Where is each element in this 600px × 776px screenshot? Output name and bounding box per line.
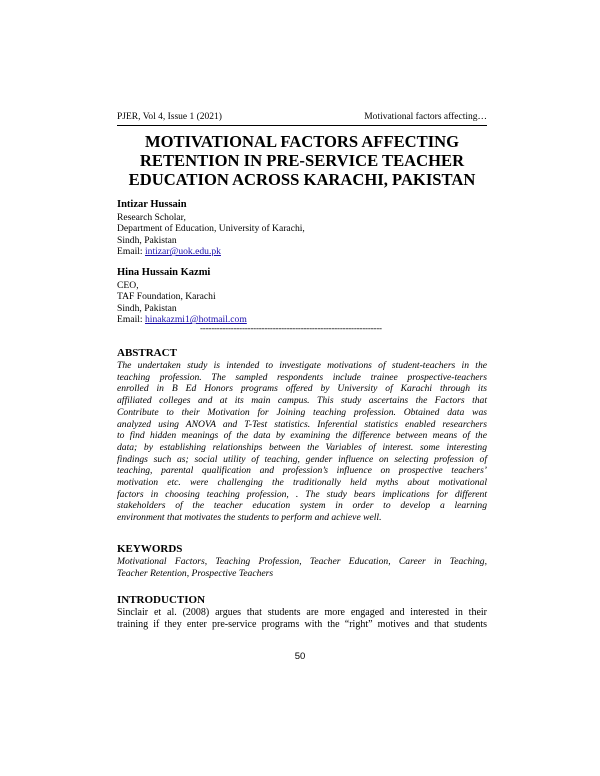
introduction-line: Sinclair et al. (2008) argues that students are more engaged and interested in their (117, 607, 487, 618)
abstract-line: environment that motivates the students to perform and achieve well. (117, 512, 382, 524)
introduction-text (117, 607, 487, 631)
abstract-line: teaching profession. The sampled respondents include trainee prospective-teachers (117, 371, 487, 383)
keywords-section (117, 543, 487, 579)
abstract-line: teaching, parental qualification and profession’s influence on prospective teachers’ (117, 465, 487, 477)
author-affiliation-line: Department of Education, University of Karachi, (117, 223, 305, 235)
journal-citation: PJER, Vol 4, Issue 1 (2021) (117, 112, 222, 122)
abstract-line: motivation etc. were challenging the traditionally held myths about motivational (117, 477, 487, 489)
introduction-heading: INTRODUCTION (117, 594, 206, 606)
abstract-line: to find hidden meanings of the data by examining the difference between means of the (117, 430, 487, 442)
abstract-line: The undertaken study is intended to investigate motivations of student-teachers in the (117, 360, 487, 371)
abstract-line: analyzed using ANOVA and T-Test statistics. Inferential statistics enabled researchers (117, 418, 487, 430)
introduction-line: training if they enter pre-service programs with the “right” motives and that students (117, 619, 487, 631)
keywords-line: Motivational Factors, Teaching Profession, Teacher Education, Career in Teaching, (117, 556, 487, 567)
author-affiliation-line: TAF Foundation, Karachi (117, 291, 216, 303)
author-affiliation-line: Sindh, Pakistan (117, 302, 177, 314)
author-block-2 (117, 266, 487, 326)
separator-dashes: ----------------------------------------------------------------- (200, 323, 382, 333)
introduction-section (117, 594, 487, 631)
keywords-line: Teacher Retention, Prospective Teachers (117, 567, 274, 579)
author-affiliation-line: Research Scholar, (117, 212, 186, 223)
title-line: MOTIVATIONAL FACTORS AFFECTING (144, 132, 460, 151)
author-affiliation-line: Sindh, Pakistan (117, 234, 177, 246)
abstract-line: Contribute to their Motivation for Joining teaching profession. Obtained data was (117, 406, 487, 418)
email-label: Email: (117, 246, 145, 258)
abstract-line: enrolled in B Ed Honors programs offered by University of Karachi through its (117, 383, 487, 395)
paper-title (117, 132, 487, 189)
abstract-text (117, 360, 487, 524)
header-rule (117, 125, 487, 126)
abstract-heading: ABSTRACT (117, 347, 177, 359)
author-email-link[interactable]: hinakazmi1@hotmail.com (144, 314, 247, 326)
email-label: Email: (117, 314, 145, 326)
abstract-line: stakeholders of the teacher education system in order to develop a learning (117, 500, 487, 512)
author-block-1 (117, 198, 487, 258)
abstract-line: affiliated colleges and at its main campus. This study ascertains the Factors that (117, 395, 487, 407)
abstract-line: factors in choosing teaching profession, . The study bears implications for different (117, 488, 487, 500)
short-title: Motivational factors affecting… (364, 112, 487, 122)
author-affiliation-line: CEO, (117, 280, 139, 291)
keywords-heading: KEYWORDS (117, 543, 183, 555)
abstract-line: findings such as; social utility of teaching, gender influence on selecting profession of (117, 453, 487, 465)
author-email-link[interactable]: intizar@uok.edu.pk (144, 246, 221, 258)
author-name: Hina Hussain Kazmi (117, 267, 211, 278)
author-name: Intizar Hussain (117, 199, 187, 210)
title-line: EDUCATION ACROSS KARACHI, PAKISTAN (128, 170, 476, 189)
keywords-text (117, 556, 487, 579)
abstract-line: data; by establishing relationships between the Variables of interest. some interesting (117, 441, 487, 453)
author-email-line (117, 246, 487, 257)
abstract-section (117, 347, 487, 524)
title-line: RETENTION IN PRE-SERVICE TEACHER (139, 151, 465, 170)
page-number: 50 (294, 651, 306, 662)
